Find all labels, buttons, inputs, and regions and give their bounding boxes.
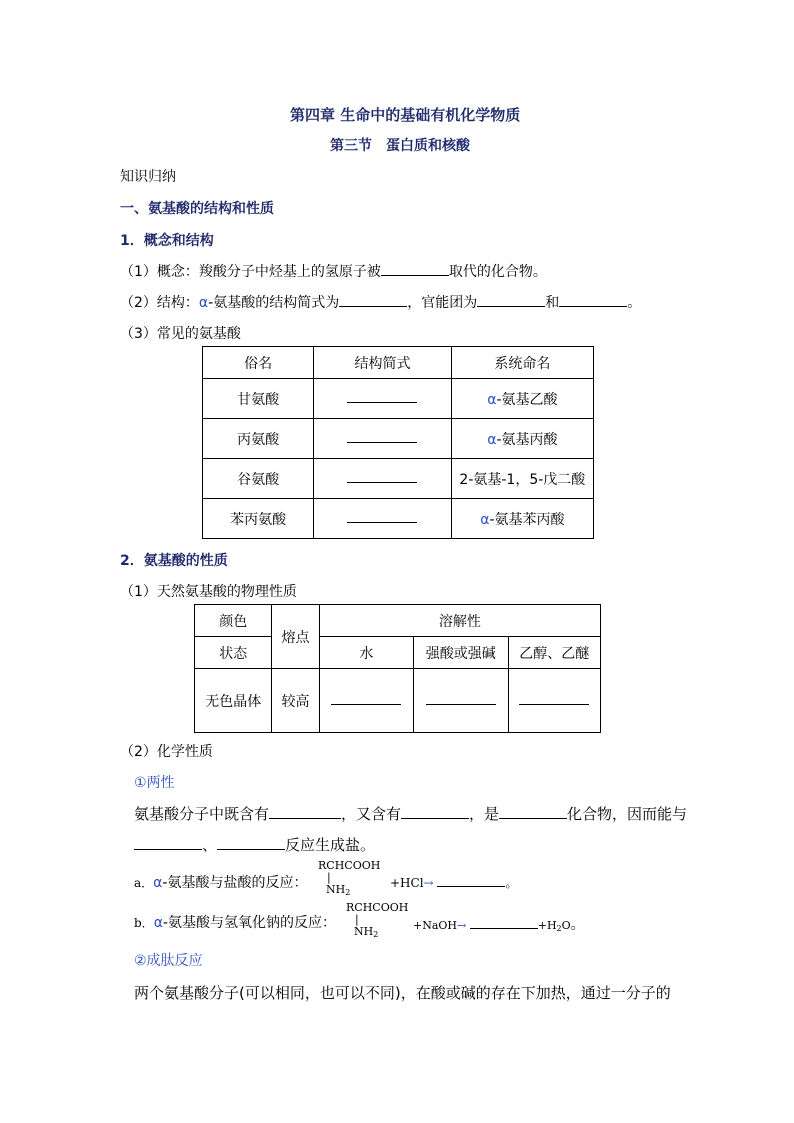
structure-line: [120, 292, 641, 312]
reaction-b-text: -氨基酸与氢氧化钠的反应：: [162, 915, 336, 931]
amphoteric-line-2: [134, 834, 375, 855]
alpha-symbol: α: [153, 915, 163, 931]
concept-text-post: 取代的化合物。: [448, 264, 547, 280]
answer-blank[interactable]: [331, 692, 401, 705]
water-plus: +H: [537, 919, 557, 932]
header-systematic-name: 系统命名: [451, 347, 593, 379]
chemical-properties-label: （2）化学性质: [120, 744, 213, 760]
cell-formula: [314, 499, 451, 539]
reagent-naoh: +NaOH: [413, 919, 458, 932]
systematic-text: -氨基苯丙酸: [489, 511, 565, 528]
subsection-2-heading: 2．氨基酸的性质: [120, 553, 228, 569]
answer-blank[interactable]: [347, 430, 417, 443]
amino-acid-formula-b: [346, 902, 408, 941]
formula-nh-sub: 2: [373, 930, 379, 939]
header-alcohol-ether: 乙醇、乙醚: [508, 637, 601, 669]
answer-blank[interactable]: [401, 806, 469, 819]
cell-name: 丙氨酸: [203, 419, 314, 459]
intro-label: 知识归纳: [120, 169, 176, 185]
cell-name: 谷氨酸: [203, 459, 314, 499]
amph-text-pre: 氨基酸分子中既含有: [134, 805, 270, 823]
cell-name: 甘氨酸: [203, 379, 314, 419]
answer-blank[interactable]: [499, 806, 567, 819]
answer-blank[interactable]: [559, 294, 627, 307]
cell-name: 苯丙氨酸: [203, 499, 314, 539]
physical-properties-table: [194, 604, 601, 733]
reaction-a-line: [134, 872, 307, 892]
answer-blank[interactable]: [217, 837, 285, 850]
header-common-name: 俗名: [203, 347, 314, 379]
answer-blank[interactable]: [381, 263, 449, 276]
reaction-a-text: -氨基酸与盐酸的反应：: [162, 875, 308, 891]
header-melting-point: 熔点: [272, 605, 319, 669]
alpha-symbol: α: [487, 391, 497, 408]
amino-acid-formula-a: [318, 860, 380, 899]
alpha-symbol: α: [198, 295, 209, 311]
amph-text-post: 化合物，因而能与: [567, 805, 688, 823]
reaction-a-rhs: [390, 874, 517, 891]
cell-formula: [314, 419, 451, 459]
answer-blank[interactable]: [134, 837, 202, 850]
cell-acid-base: [414, 669, 508, 733]
answer-blank[interactable]: [437, 874, 505, 887]
cell-systematic: [451, 459, 593, 499]
arrow-icon: →: [423, 876, 434, 890]
chapter-title: 第四章 生命中的基础有机化学物质: [290, 106, 521, 124]
alpha-symbol: α: [480, 511, 490, 528]
answer-blank[interactable]: [426, 692, 496, 705]
systematic-text: -氨基乙酸: [496, 391, 558, 408]
reagent-hcl: +HCl: [390, 876, 424, 890]
reaction-b-end: 。: [570, 917, 585, 933]
arrow-icon: →: [457, 919, 467, 932]
reaction-b-prefix: b．: [134, 916, 154, 930]
cell-state: 无色晶体: [195, 669, 272, 733]
formula-nh-sub: 2: [345, 888, 351, 897]
structure-text-2: ，官能团为: [407, 295, 478, 311]
amph-sep: 、: [202, 836, 218, 854]
cell-alcohol-ether: [508, 669, 601, 733]
peptide-title: ②成肽反应: [134, 953, 203, 969]
cell-formula: [314, 459, 451, 499]
amphoteric-line-1: [134, 803, 687, 824]
section-subtitle: 第三节 蛋白质和核酸: [330, 138, 470, 154]
cell-systematic: [451, 419, 593, 459]
cell-formula: [314, 379, 451, 419]
formula-top: RCHCOOH: [346, 901, 409, 914]
systematic-text: 2-氨基-1，5-戊二酸: [459, 471, 586, 488]
amino-acid-table: [202, 346, 594, 539]
formula-nh: NH: [326, 883, 346, 896]
water-o: O: [561, 919, 571, 932]
concept-line: [120, 261, 547, 281]
header-color: 颜色: [195, 605, 272, 637]
answer-blank[interactable]: [519, 692, 589, 705]
answer-blank[interactable]: [339, 294, 407, 307]
subsection-1-heading: 1．概念和结构: [120, 233, 214, 249]
answer-blank[interactable]: [269, 806, 341, 819]
answer-blank[interactable]: [347, 510, 417, 523]
systematic-text: -氨基丙酸: [496, 431, 558, 448]
reaction-b-rhs: [413, 914, 585, 934]
physical-properties-label: （1）天然氨基酸的物理性质: [120, 584, 297, 600]
formula-bond: |: [327, 871, 331, 884]
amph-text-mid1: ，又含有: [341, 805, 402, 823]
structure-label: （2）结构：: [120, 295, 199, 311]
water-sub: 2: [556, 924, 562, 933]
amph-text-post: 反应生成盐。: [285, 836, 376, 854]
structure-end: 。: [627, 295, 642, 311]
header-solubility: 溶解性: [319, 605, 600, 637]
answer-blank[interactable]: [470, 916, 538, 929]
reaction-a-prefix: a．: [134, 876, 154, 890]
answer-blank[interactable]: [347, 390, 417, 403]
cell-systematic: [451, 499, 593, 539]
alpha-symbol: α: [487, 431, 497, 448]
formula-top: RCHCOOH: [318, 859, 381, 872]
structure-text-3: 和: [545, 295, 560, 311]
answer-blank[interactable]: [477, 294, 545, 307]
cell-melting-point: 较高: [272, 669, 319, 733]
structure-text: -氨基酸的结构简式为: [208, 295, 340, 311]
concept-text-pre: （1）概念：羧酸分子中烃基上的氢原子被: [120, 264, 381, 280]
formula-bond: |: [355, 913, 359, 926]
peptide-text: 两个氨基酸分子(可以相同，也可以不同)，在酸或碱的存在下加热，通过一分子的: [134, 984, 671, 1002]
header-acid-base: 强酸或强碱: [414, 637, 508, 669]
answer-blank[interactable]: [347, 470, 417, 483]
reaction-b-line: [134, 912, 336, 932]
amphoteric-title: ①两性: [134, 775, 175, 791]
header-formula: 结构简式: [314, 347, 451, 379]
alpha-symbol: α: [153, 875, 163, 891]
header-water: 水: [319, 637, 413, 669]
reaction-a-end: 。: [505, 876, 518, 890]
formula-nh: NH: [354, 925, 374, 938]
header-state: 状态: [195, 637, 272, 669]
section1-heading: 一、氨基酸的结构和性质: [120, 201, 274, 217]
common-amino-acids-label: （3）常见的氨基酸: [120, 326, 241, 342]
formula-amino: [346, 926, 408, 941]
formula-amino: [318, 884, 380, 899]
cell-systematic: [451, 379, 593, 419]
amph-text-mid2: ，是: [469, 805, 500, 823]
cell-water: [319, 669, 413, 733]
